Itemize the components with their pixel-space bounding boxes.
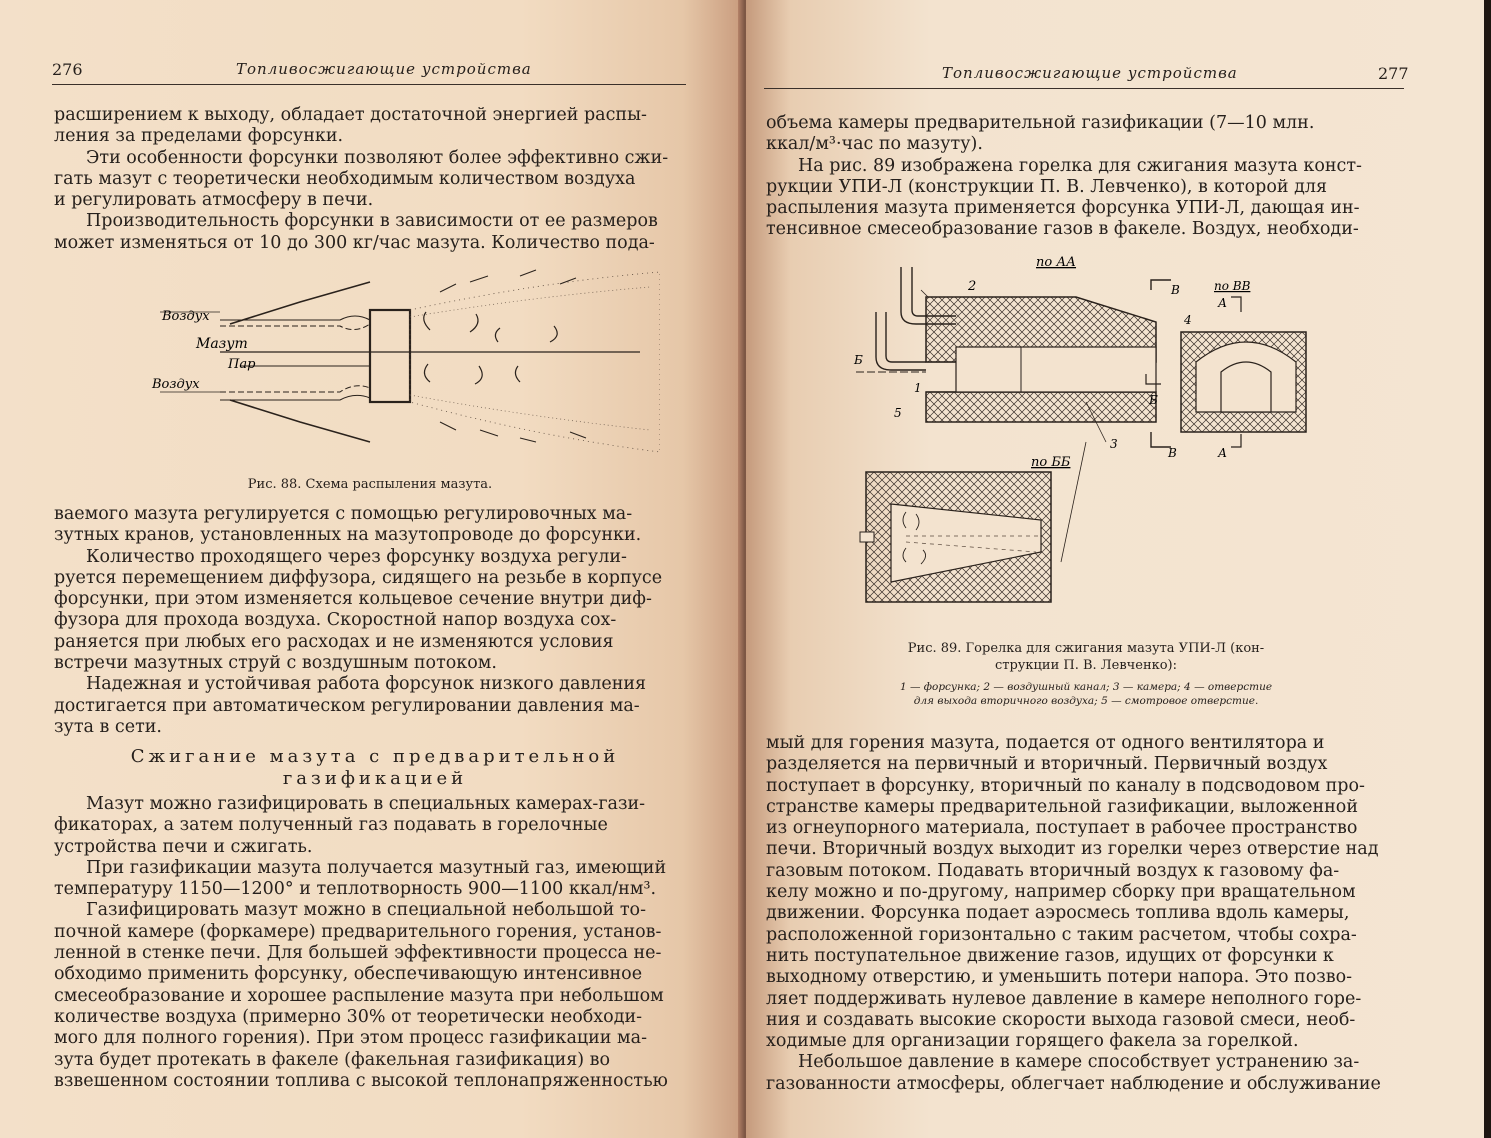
line: распыления мазута применяется форсунка УПИ-Л, дающая ин- xyxy=(766,198,1360,219)
line: разделяется на первичный и вторичный. Первичный воздух xyxy=(766,754,1328,775)
label-b-right: Б xyxy=(1149,393,1158,407)
right-page xyxy=(746,0,1484,1138)
heading-line: Сжигание мазута с предварительной xyxy=(130,746,620,767)
line: и регулировать атмосферу в печи. xyxy=(54,190,374,211)
label-section-vv: по ВВ xyxy=(1214,279,1251,293)
header-rule xyxy=(52,84,686,85)
line: печи. Вторичный воздух выходит из горелки через отверстие над xyxy=(766,839,1379,860)
line: ляет поддерживать нулевое давление в камере неполного горе- xyxy=(766,988,1362,1009)
label-b-left: Б xyxy=(854,353,863,367)
line: При газификации мазута получается мазутный газ, имеющий xyxy=(86,857,667,878)
line: газованности атмосферы, облегчает наблюдение и обслуживание xyxy=(766,1073,1381,1094)
label-steam: Пар xyxy=(228,357,256,372)
line: температуру 1150—1200° и теплотворность 900—1100 ккал/нм³. xyxy=(54,879,657,900)
page-edge xyxy=(1484,0,1491,1138)
line: рукции УПИ-Л (конструкции П. В. Левченко), в которой для xyxy=(766,176,1328,197)
line: Небольшое давление в камере способствует устранению за- xyxy=(798,1052,1360,1073)
left-page xyxy=(0,0,742,1138)
line: тенсивное смесеобразование газов в факеле. Воздух, необходи- xyxy=(766,219,1359,240)
line: расширением к выходу, обладает достаточной энергией распы- xyxy=(54,105,647,125)
line: зутных кранов, установленных на мазутопроводе до форсунки. xyxy=(54,525,642,546)
heading-line: газификацией xyxy=(282,768,468,789)
line: странстве камеры предварительной газификации, выложенной xyxy=(766,796,1358,817)
line: Количество проходящего через форсунку воздуха регули- xyxy=(86,546,627,567)
figure-89-caption xyxy=(836,640,1336,674)
line: объема камеры предварительной газификации (7—10 млн. xyxy=(766,113,1315,133)
label-a-top: А xyxy=(1218,296,1228,310)
label-section-aa: по АА xyxy=(1036,255,1077,270)
label-air-top: Воздух xyxy=(162,309,210,324)
line: форсунки, при этом изменяется кольцевое сечение внутри диф- xyxy=(54,589,652,610)
line: фикаторах, а затем полученный газ подавать в горелочные xyxy=(54,815,608,836)
figure-88-caption: Рис. 88. Схема распыления мазута. xyxy=(247,477,493,492)
line: ходимые для организации горящего факела за горелкой. xyxy=(766,1031,1299,1052)
caption-line: струкции П. В. Левченко): xyxy=(994,658,1178,673)
label-5: 5 xyxy=(894,406,902,420)
label-v-bottom: В xyxy=(1168,446,1177,460)
section-heading xyxy=(60,746,690,790)
running-head: Топливосжигающие устройства xyxy=(942,64,1238,82)
page-number: 277 xyxy=(1378,64,1409,83)
line: келу можно и по-другому, например сборку при вращательном xyxy=(766,882,1356,903)
line: ккал/м³·час по мазуту). xyxy=(766,134,983,155)
line: Производительность форсунки в зависимости от ее размеров xyxy=(86,211,658,232)
line: поступает в форсунку, вторичный по каналу в подсводовом про- xyxy=(766,775,1365,796)
figure-88-atomization-diagram xyxy=(140,262,660,462)
line: Эти особенности форсунки позволяют более эффективно сжи- xyxy=(86,147,669,168)
line: ваемого мазута регулируется с помощью регулировочных ма- xyxy=(54,504,633,524)
line: устройства печи и сжигать. xyxy=(54,836,313,857)
line: ления за пределами форсунки. xyxy=(54,126,344,147)
line: может изменяться от 10 до 300 кг/час мазута. Количество пода- xyxy=(54,232,655,253)
label-section-bb: по ББ xyxy=(1031,455,1071,470)
line: взвешенном состоянии топлива с высокой теплонапряженностью xyxy=(54,1070,668,1091)
text-block-bottom xyxy=(54,794,684,1092)
line: зута в сети. xyxy=(54,716,162,737)
line: почной камере (форкамере) предварительного горения, установ- xyxy=(54,921,662,942)
line: На рис. 89 изображена горелка для сжигания мазута конст- xyxy=(798,155,1362,176)
line: фузора для прохода воздуха. Скоростной напор воздуха сох- xyxy=(54,610,617,631)
header-rule xyxy=(764,88,1404,89)
line: Мазут можно газифицировать в специальных камерах-гази- xyxy=(86,794,646,814)
line: мый для горения мазута, подается от одного вентилятора и xyxy=(766,733,1325,753)
line: гать мазут с теоретически необходимым количеством воздуха xyxy=(54,168,636,189)
line: из огнеупорного материала, поступает в рабочее пространство xyxy=(766,818,1358,839)
line: встречи мазутных струй с воздушным потоком. xyxy=(54,653,497,674)
label-a-bottom: А xyxy=(1218,446,1228,460)
legend-line: для выхода вторичного воздуха; 5 — смотровое отверстие. xyxy=(913,695,1259,707)
line: достигается при автоматическом регулировании давления ма- xyxy=(54,695,640,716)
line: движении. Форсунка подает аэросмесь топлива вдоль камеры, xyxy=(766,903,1350,924)
line: обходимо применить форсунку, обеспечивающую интенсивное xyxy=(54,964,643,985)
label-4: 4 xyxy=(1184,313,1192,327)
line: расположенной горизонтально с таким расчетом, чтобы сохра- xyxy=(766,924,1357,945)
text-block-middle xyxy=(54,504,684,738)
line: ленной в стенке печи. Для большей эффективности процесса не- xyxy=(54,943,662,964)
line: газовым потоком. Подавать вторичный воздух к газовому фа- xyxy=(766,860,1340,881)
line: мого для полного горения). При этом процесс газификации ма- xyxy=(54,1028,647,1049)
text-block-top xyxy=(766,113,1402,241)
label-v-top: В xyxy=(1171,283,1180,297)
label-3: 3 xyxy=(1110,437,1118,451)
line: ния и создавать высокие скорости выхода газовой смеси, необ- xyxy=(766,1009,1356,1030)
line: зута будет протекать в факеле (факельная газификация) во xyxy=(54,1049,611,1070)
caption-line: Рис. 89. Горелка для сжигания мазута УПИ-Л (кон- xyxy=(907,641,1265,656)
running-head: Топливосжигающие устройства xyxy=(236,60,532,78)
line: количестве воздуха (примерно 30% от теоретически необходи- xyxy=(54,1006,643,1027)
text-block-top xyxy=(54,105,684,254)
label-air-bottom: Воздух xyxy=(152,377,200,392)
line: раняется при любых его расходах и не изменяются условия xyxy=(54,631,614,652)
line: руется перемещением диффузора, сидящего на резьбе в корпусе xyxy=(54,567,663,588)
line: Надежная и устойчивая работа форсунок низкого давления xyxy=(86,674,647,695)
label-2: 2 xyxy=(968,279,977,294)
line: Газифицировать мазут можно в специальной небольшой то- xyxy=(86,900,646,921)
label-mazut: Мазут xyxy=(196,336,248,352)
legend-line: 1 — форсунка; 2 — воздушный канал; 3 — камера; 4 — отверстие xyxy=(899,681,1273,693)
text-block-bottom xyxy=(766,733,1402,1095)
figure-89-burner-drawing xyxy=(846,252,1316,612)
line: нить поступательное движение газов, идущих от форсунки к xyxy=(766,945,1334,966)
line: выходному отверстию, и уменьшить потери напора. Это позво- xyxy=(766,967,1353,988)
figure-89-legend xyxy=(836,680,1336,708)
label-1: 1 xyxy=(914,381,922,395)
line: смесеобразование и хорошее распыление мазута при небольшом xyxy=(54,985,664,1006)
page-number: 276 xyxy=(52,60,83,79)
